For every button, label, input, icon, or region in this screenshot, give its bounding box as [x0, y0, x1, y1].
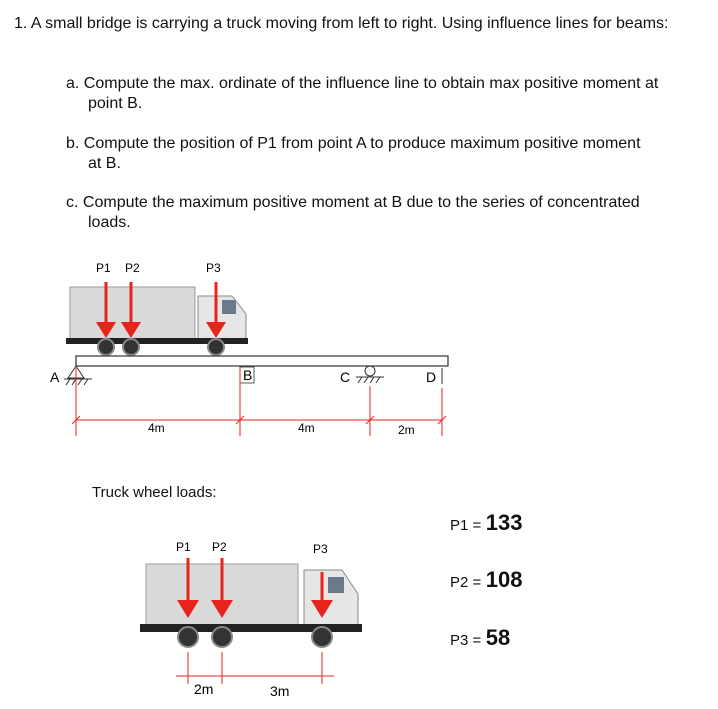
load-p1 — [450, 510, 522, 536]
load-p1-value: 133 — [485, 510, 523, 535]
wheel-label-p3: P3 — [313, 542, 328, 556]
truck-figure — [0, 530, 420, 709]
span-label-ab: 4m — [148, 421, 165, 435]
part-text-line1: Compute the position of P1 from point A to produce maximum positive moment — [83, 135, 641, 152]
support-label-a: A — [50, 369, 60, 385]
point-label-d: D — [426, 369, 437, 385]
truck-wheel — [178, 627, 198, 647]
truck-window — [328, 577, 344, 593]
truck-on-bridge — [66, 287, 248, 355]
load-label-p1: P1 — [96, 261, 111, 275]
bridge-beam — [76, 356, 448, 366]
part-letter: c. — [66, 194, 79, 211]
wheel-label-p1: P1 — [176, 540, 191, 554]
load-p2 — [450, 567, 522, 593]
part-text-line1: Compute the max. ordinate of the influence line to obtain max positive moment at — [83, 75, 659, 92]
support-a-pin — [64, 366, 92, 385]
spacing-label-p2-p3: 3m — [270, 683, 290, 699]
part-letter: b. — [66, 135, 80, 152]
load-p1-label: P1 = — [450, 517, 482, 534]
truck-wheel — [312, 627, 332, 647]
wheel-label-p2: P2 — [212, 540, 227, 554]
truck-wheel — [123, 339, 139, 355]
truck-window — [222, 300, 236, 314]
span-label-bc: 4m — [298, 421, 315, 435]
point-label-b: B — [243, 367, 253, 383]
load-label-p2: P2 — [125, 261, 140, 275]
support-label-c: C — [340, 369, 351, 385]
support-c-roller — [356, 366, 384, 383]
load-p3-value: 58 — [485, 625, 511, 650]
load-p2-label: P2 = — [450, 574, 482, 591]
truck-wheel — [98, 339, 114, 355]
load-p3-label: P3 = — [450, 632, 482, 649]
part-text-line2: at B. — [88, 155, 121, 172]
truck-loads-heading: Truck wheel loads: — [92, 484, 217, 501]
wheel-spacing-dimensions — [176, 652, 334, 684]
span-label-cd: 2m — [398, 423, 415, 437]
question-part-a — [66, 74, 706, 114]
part-text-line2: point B. — [88, 95, 143, 112]
truck-wheel — [208, 339, 224, 355]
truck-wheel — [212, 627, 232, 647]
question-title: 1. A small bridge is carrying a truck moving from left to right. Using influence lines for beams: — [14, 15, 669, 32]
load-p2-value: 108 — [485, 567, 523, 592]
question-part-b — [66, 134, 706, 174]
load-p3 — [450, 625, 510, 651]
part-text-line1: Compute the maximum positive moment at B due to the series of concentrated — [82, 194, 640, 211]
part-text-line2: loads. — [88, 214, 131, 231]
bridge-dimensions — [72, 368, 446, 436]
load-label-p3: P3 — [206, 261, 221, 275]
spacing-label-p1-p2: 2m — [194, 681, 214, 697]
bridge-figure — [0, 250, 718, 450]
question-part-c — [66, 193, 706, 233]
part-letter: a. — [66, 75, 80, 92]
